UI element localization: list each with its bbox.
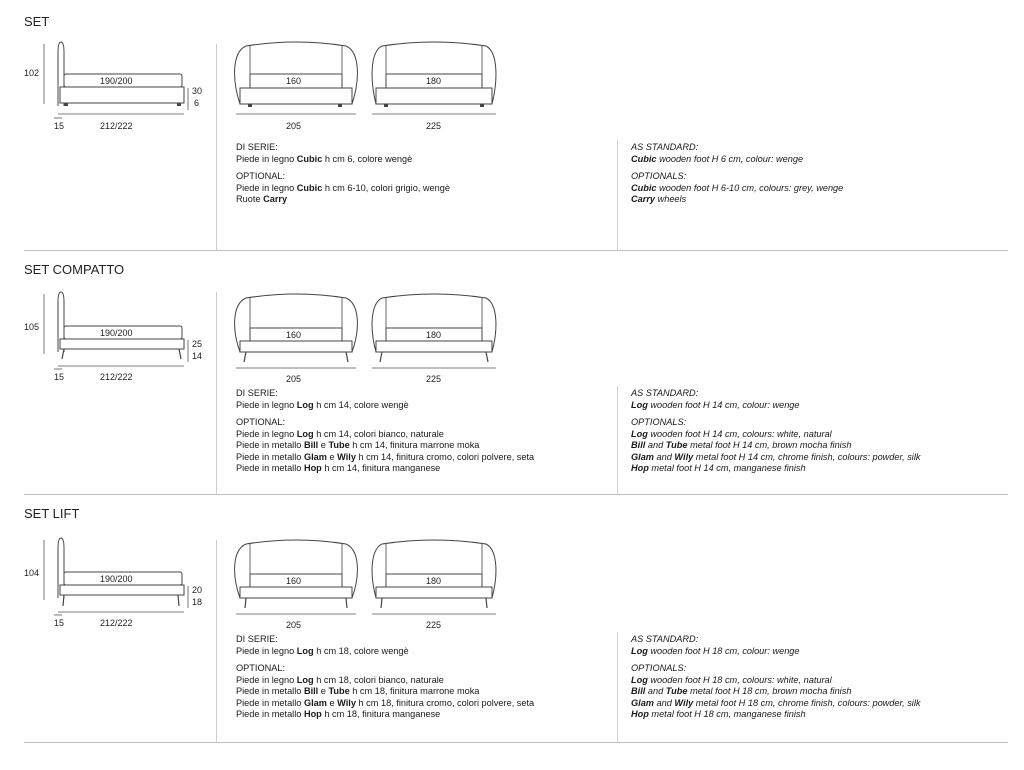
spec-text: [236, 154, 450, 166]
spec-text: h cm 6, colore wengè: [322, 153, 413, 164]
front-width-label: 225: [426, 121, 442, 131]
spec-text: Bill: [303, 440, 319, 450]
spec-text: metal foot H 18 cm, chrome finish, colours: powder, silk: [693, 697, 921, 708]
column-divider: [216, 44, 217, 250]
spec-text: Piede in metallo: [236, 709, 304, 719]
front-width-label: 205: [286, 620, 302, 630]
spec-text: and: [645, 686, 666, 696]
spec-text: h cm 18, colore wengè: [313, 645, 409, 656]
spec-text: [236, 183, 450, 195]
divider: [24, 494, 1008, 495]
spec-text: [631, 154, 843, 166]
length-label: 212/222: [100, 121, 133, 131]
front-view-drawing: [370, 40, 500, 135]
height-label: 105: [24, 322, 40, 332]
spec-text: [631, 675, 920, 687]
spec-text: Log: [631, 645, 648, 656]
spec-text: wooden foot H 18 cm, colours: white, natural: [647, 674, 832, 685]
spec-text: OPTIONALS:: [631, 171, 687, 181]
spec-text: [631, 686, 920, 698]
spec-text: Ruote: [236, 194, 264, 204]
spec-text: wooden foot H 14 cm, colours: white, natural: [647, 428, 832, 439]
spec-text: Piede in legno: [236, 182, 297, 193]
mattress-label: 190/200: [100, 328, 133, 338]
specs-italian: [236, 142, 450, 206]
side-view-drawing: [24, 290, 214, 385]
spec-text: h cm 14, finitura cromo, colori polvere, seta: [355, 451, 535, 462]
foot-dim-label: 6: [194, 98, 200, 108]
divider: [24, 742, 1008, 743]
spec-text: Tube: [328, 440, 350, 450]
spec-text: OPTIONAL:: [236, 417, 286, 427]
spec-text: Carry: [631, 194, 656, 204]
front-view-drawing: [370, 538, 500, 633]
height-label: 102: [24, 68, 40, 78]
spec-text: Cubic: [296, 153, 323, 164]
spec-text: e: [318, 440, 329, 450]
spec-text: wooden foot H 18 cm, colour: wenge: [647, 645, 800, 656]
spec-text: Log: [296, 645, 314, 656]
mattress-label: 190/200: [100, 76, 133, 86]
spec-text: [236, 194, 450, 206]
spec-text: Piede in metallo: [236, 463, 304, 473]
spec-text: wooden foot H 6-10 cm, colours: grey, wenge: [656, 182, 844, 193]
spec-text: Hop: [303, 463, 322, 473]
spec-text: h cm 14, finitura manganese: [321, 463, 441, 473]
spec-text: e: [326, 451, 338, 462]
side-view-drawing: [24, 536, 214, 631]
spec-text: [236, 440, 534, 452]
spec-text: Hop: [631, 463, 649, 473]
specs-english: [631, 388, 920, 475]
spec-text: [236, 698, 534, 710]
spec-text: [236, 429, 534, 441]
spec-text: Wily: [337, 697, 356, 708]
mattress-label: 190/200: [100, 574, 133, 584]
spec-text: [236, 646, 534, 658]
spec-text: Cubic: [296, 182, 323, 193]
spec-text: DI SERIE:: [236, 634, 278, 644]
spec-text: Cubic: [631, 182, 657, 193]
spec-text: DI SERIE:: [236, 388, 278, 398]
spec-text: h cm 14, colori bianco, naturale: [313, 428, 444, 439]
front-view-drawing: [232, 40, 362, 135]
spec-text: [631, 452, 920, 464]
spec-text: Glam: [631, 697, 654, 708]
front-view-drawing: [370, 292, 500, 387]
column-divider: [216, 292, 217, 494]
spec-text: Wily: [674, 451, 694, 462]
spec-text: [236, 463, 534, 475]
spec-text: Glam: [631, 451, 654, 462]
spec-text: Glam: [303, 697, 327, 708]
spec-text: AS STANDARD:: [631, 142, 699, 152]
spec-text: Hop: [303, 709, 322, 719]
spec-text: Bill: [303, 686, 319, 696]
head-depth-label: 15: [54, 372, 65, 382]
spec-text: h cm 14, finitura marrone moka: [349, 440, 480, 450]
length-label: 212/222: [100, 372, 133, 382]
spec-text: Log: [631, 674, 648, 685]
specs-english: [631, 142, 843, 206]
spec-text: Piede in legno: [236, 674, 297, 685]
spec-text: [236, 675, 534, 687]
spec-text: Log: [631, 399, 648, 410]
spec-text: [631, 646, 920, 658]
foot-dim-label: 14: [192, 351, 203, 361]
specs-italian: [236, 634, 534, 721]
length-label: 212/222: [100, 618, 133, 628]
spec-text: OPTIONAL:: [236, 663, 286, 673]
section-title: SET: [24, 14, 50, 29]
spec-text: Piede in legno: [236, 399, 297, 410]
spec-text: [236, 709, 534, 721]
spec-text: metal foot H 14 cm, manganese finish: [648, 463, 806, 473]
front-inner-label: 160: [286, 76, 302, 86]
spec-text: OPTIONALS:: [631, 663, 687, 673]
top-dim-label: 25: [192, 339, 203, 349]
column-divider: [216, 540, 217, 742]
spec-text: Piede in legno: [236, 645, 297, 656]
spec-text: [236, 452, 534, 464]
spec-text: Bill: [631, 440, 646, 450]
front-width-label: 205: [286, 121, 302, 131]
spec-text: h cm 18, finitura cromo, colori polvere, seta: [355, 697, 535, 708]
column-divider: [617, 632, 618, 742]
section-title: SET LIFT: [24, 506, 80, 521]
spec-text: Log: [296, 399, 314, 410]
spec-text: Piede in legno: [236, 428, 297, 439]
spec-text: Piede in legno: [236, 153, 297, 164]
spec-text: [631, 440, 920, 452]
specs-english: [631, 634, 920, 721]
head-depth-label: 15: [54, 618, 65, 628]
spec-text: Piede in metallo: [236, 686, 304, 696]
column-divider: [617, 386, 618, 494]
top-dim-label: 30: [192, 86, 203, 96]
section-title: SET COMPATTO: [24, 262, 125, 277]
spec-text: Hop: [631, 709, 649, 719]
spec-text: [631, 183, 843, 195]
front-view-drawing: [232, 292, 362, 387]
front-width-label: 225: [426, 620, 442, 630]
spec-text: e: [318, 686, 329, 696]
spec-text: Glam: [303, 451, 327, 462]
spec-text: Cubic: [631, 153, 657, 164]
front-inner-label: 160: [286, 330, 302, 340]
spec-text: e: [326, 697, 338, 708]
front-view-drawing: [232, 538, 362, 633]
spec-text: Wily: [674, 697, 694, 708]
spec-text: metal foot H 18 cm, brown mocha finish: [687, 686, 852, 696]
spec-text: Log: [631, 428, 648, 439]
spec-text: wooden foot H 14 cm, colour: wenge: [647, 399, 800, 410]
front-inner-label: 180: [426, 330, 442, 340]
spec-text: Log: [296, 428, 314, 439]
spec-text: AS STANDARD:: [631, 634, 699, 644]
spec-text: and: [653, 451, 675, 462]
side-view-drawing: [24, 40, 214, 135]
spec-text: h cm 18, finitura marrone moka: [349, 686, 480, 696]
top-dim-label: 20: [192, 585, 203, 595]
specs-italian: [236, 388, 534, 475]
head-depth-label: 15: [54, 121, 65, 131]
spec-text: metal foot H 14 cm, chrome finish, colours: powder, silk: [693, 451, 921, 462]
divider: [24, 250, 1008, 251]
spec-text: and: [653, 697, 675, 708]
front-inner-label: 180: [426, 76, 442, 86]
front-width-label: 205: [286, 374, 302, 384]
spec-text: Log: [296, 674, 314, 685]
spec-text: h cm 18, colori bianco, naturale: [313, 674, 444, 685]
spec-text: Tube: [328, 686, 350, 696]
spec-text: [236, 686, 534, 698]
spec-text: Piede in metallo: [236, 451, 304, 462]
spec-text: OPTIONAL:: [236, 171, 286, 181]
spec-text: Piede in metallo: [236, 697, 304, 708]
spec-text: [631, 194, 843, 206]
spec-text: [631, 400, 920, 412]
spec-text: Wily: [337, 451, 356, 462]
spec-text: h cm 18, finitura manganese: [321, 709, 441, 719]
front-width-label: 225: [426, 374, 442, 384]
spec-text: wheels: [655, 194, 687, 204]
spec-text: metal foot H 14 cm, brown mocha finish: [687, 440, 852, 450]
front-inner-label: 160: [286, 576, 302, 586]
foot-dim-label: 18: [192, 597, 203, 607]
spec-text: h cm 6-10, colori grigio, wengè: [322, 182, 450, 193]
spec-text: Bill: [631, 686, 646, 696]
front-inner-label: 180: [426, 576, 442, 586]
height-label: 104: [24, 568, 40, 578]
spec-text: h cm 14, colore wengè: [313, 399, 409, 410]
spec-text: metal foot H 18 cm, manganese finish: [648, 709, 806, 719]
spec-text: OPTIONALS:: [631, 417, 687, 427]
spec-text: [236, 400, 534, 412]
spec-text: [631, 463, 920, 475]
spec-text: [631, 698, 920, 710]
spec-text: Tube: [665, 686, 688, 696]
spec-text: Piede in metallo: [236, 440, 304, 450]
spec-text: DI SERIE:: [236, 142, 278, 152]
spec-text: Tube: [665, 440, 688, 450]
spec-text: and: [645, 440, 666, 450]
column-divider: [617, 140, 618, 250]
spec-text: wooden foot H 6 cm, colour: wenge: [656, 153, 804, 164]
spec-text: [631, 709, 920, 721]
spec-text: AS STANDARD:: [631, 388, 699, 398]
spec-text: Carry: [263, 194, 288, 204]
spec-text: [631, 429, 920, 441]
